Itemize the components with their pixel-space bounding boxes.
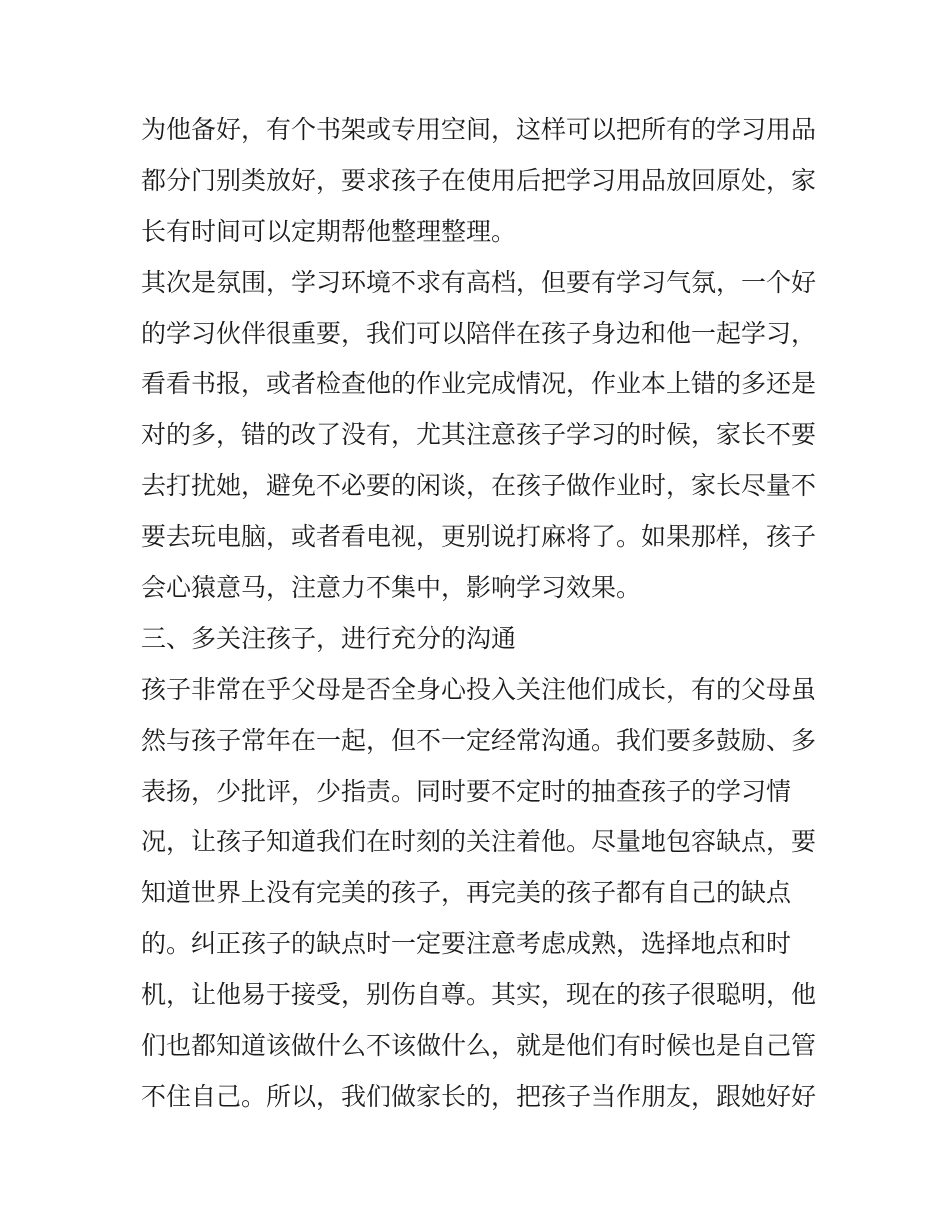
text-line: 机，让他易于接受，别伤自尊。其实，现在的孩子很聪明，他: [141, 980, 817, 1010]
text-line: 表扬，少批评，少指责。同时要不定时的抽查孩子的学习情: [141, 776, 792, 806]
text-line: 知道世界上没有完美的孩子，再完美的孩子都有自己的缺点: [141, 878, 792, 908]
text-line: 们也都知道该做什么不该做什么，就是他们有时候也是自己管: [141, 1031, 817, 1061]
text-line: 要去玩电脑，或者看电视，更别说打麻将了。如果那样，孩子: [141, 522, 817, 552]
section-heading: 三、多关注孩子，进行充分的沟通: [141, 623, 517, 653]
text-line: 然与孩子常年在一起，但不一定经常沟通。我们要多鼓励、多: [141, 725, 817, 755]
text-line: 其次是氛围，学习环境不求有高档，但要有学习气氛，一个好: [141, 267, 817, 297]
text-line: 会心猿意马，注意力不集中，影响学习效果。: [141, 573, 642, 603]
body-text: [141, 110, 821, 1128]
text-line: 长有时间可以定期帮他整理整理。: [141, 216, 517, 246]
text-line: 不住自己。所以，我们做家长的，把孩子当作朋友，跟她好好: [141, 1081, 817, 1111]
text-line: 对的多，错的改了没有，尤其注意孩子学习的时候，家长不要: [141, 420, 817, 450]
text-line: 为他备好，有个书架或专用空间，这样可以把所有的学习用品: [141, 115, 817, 144]
text-line: 的学习伙伴很重要，我们可以陪伴在孩子身边和他一起学习，: [141, 318, 817, 348]
text-line: 孩子非常在乎父母是否全身心投入关注他们成长，有的父母虽: [141, 674, 817, 704]
text-line: 去打扰她，避免不必要的闲谈，在孩子做作业时，家长尽量不: [141, 471, 817, 501]
text-line: 看看书报，或者检查他的作业完成情况，作业本上错的多还是: [141, 369, 817, 399]
text-line: 都分门别类放好，要求孩子在使用后把学习用品放回原处，家: [141, 165, 817, 195]
text-line: 的。纠正孩子的缺点时一定要注意考虑成熟，选择地点和时: [141, 929, 792, 959]
text-line: 况，让孩子知道我们在时刻的关注着他。尽量地包容缺点，要: [141, 827, 817, 857]
